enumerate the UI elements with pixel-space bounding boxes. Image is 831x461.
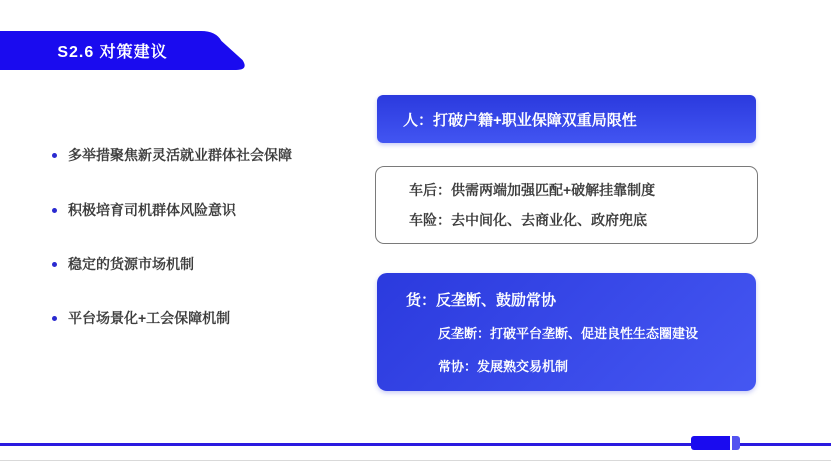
bullet-label: 稳定的货源市场机制 <box>68 256 194 272</box>
page-title: S2.6 对策建议 <box>57 44 168 61</box>
cargo-sub-changxie: 常协：发展熟交易机制 <box>438 359 569 374</box>
bullet-label: 积极培育司机群体风险意识 <box>68 202 236 218</box>
person-callout-box <box>377 95 756 143</box>
title-banner <box>0 31 249 70</box>
footer-progress-marker-knob <box>732 436 740 450</box>
bullet-label: 多举措聚焦新灵活就业群体社会保障 <box>68 147 292 163</box>
bullet-icon <box>52 316 57 321</box>
list-item <box>52 308 230 328</box>
footer-progress-marker <box>691 436 740 450</box>
bullet-label: 平台场景化+工会保障机制 <box>68 310 231 326</box>
bullet-icon <box>52 208 57 213</box>
vehicle-line-insurance: 车险：去中间化、去商业化、政府兜底 <box>409 212 647 228</box>
list-item <box>52 145 292 165</box>
person-callout-label: 人：打破户籍+职业保障双重局限性 <box>403 111 637 129</box>
vehicle-callout-box <box>375 166 758 244</box>
bullet-icon <box>52 153 57 158</box>
cargo-sub-antimonopoly: 反垄断：打破平台垄断、促进良性生态圈建设 <box>438 326 699 341</box>
vehicle-line-aftermarket: 车后：供需两端加强匹配+破解挂靠制度 <box>409 182 656 198</box>
cargo-heading: 货：反垄断、鼓励常协 <box>406 292 557 309</box>
list-item <box>52 254 194 274</box>
footer-progress-marker-main <box>691 436 730 450</box>
bullet-icon <box>52 262 57 267</box>
list-item <box>52 200 236 220</box>
cargo-callout-box <box>377 273 756 391</box>
